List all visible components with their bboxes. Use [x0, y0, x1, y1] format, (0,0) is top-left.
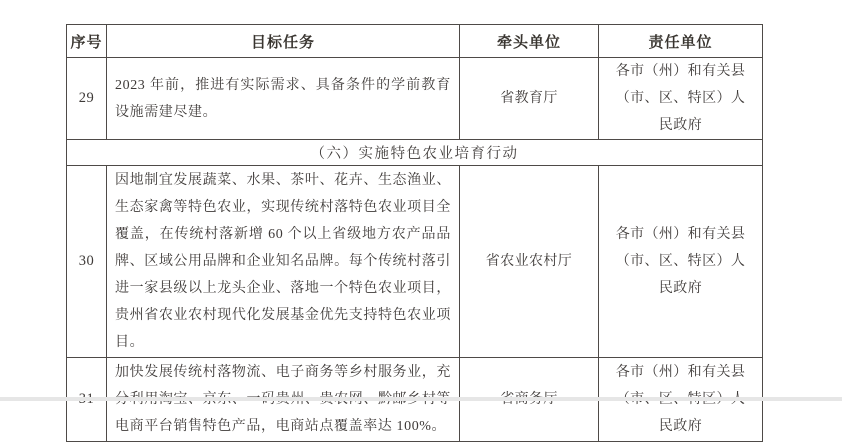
col-header-responsible-unit: 责任单位 — [599, 25, 763, 58]
section-header-row — [67, 140, 763, 166]
responsible-unit-cell: 各市（州）和有关县（市、区、特区）人民政府 — [599, 58, 763, 140]
task-cell: 因地制宜发展蔬菜、水果、茶叶、花卉、生态渔业、生态家禽等特色农业，实现传统村落特色农业项目全覆盖，在传统村落新增 60 个以上省级地方农产品品牌、区域公用品牌和企业知名品牌。每个传统村落引进一家县级以上龙头企业、落地一个特色农业项目，贵州省农业农村现代化发展基金优先支持特色农业项目。 — [107, 166, 460, 358]
table-row — [67, 58, 763, 140]
section-header-label: （六）实施特色农业培育行动 — [67, 140, 763, 166]
table-header-row — [67, 25, 763, 58]
col-header-lead-unit: 牵头单位 — [460, 25, 599, 58]
lead-unit-cell: 省农业农村厅 — [460, 166, 599, 358]
row-number-cell: 30 — [67, 166, 107, 358]
page-bottom-strip — [0, 397, 842, 401]
table-row — [67, 166, 763, 358]
col-header-serial-number: 序号 — [67, 25, 107, 58]
lead-unit-cell: 省教育厅 — [460, 58, 599, 140]
row-number-cell: 29 — [67, 58, 107, 140]
task-cell: 加快发展传统村落物流、电子商务等乡村服务业，充 电商平台销售特色产品，电商站点覆盖率达 100%。 — [107, 358, 460, 442]
responsible-unit-cell: 各市（州）和有关县 民政府 — [599, 358, 763, 442]
responsible-unit-cell: 各市（州）和有关县（市、区、特区）人民政府 — [599, 166, 763, 358]
task-table — [66, 24, 763, 442]
task-cell: 2023 年前，推进有实际需求、具备条件的学前教育设施需建尽建。 — [107, 58, 460, 140]
col-header-target-task: 目标任务 — [107, 25, 460, 58]
